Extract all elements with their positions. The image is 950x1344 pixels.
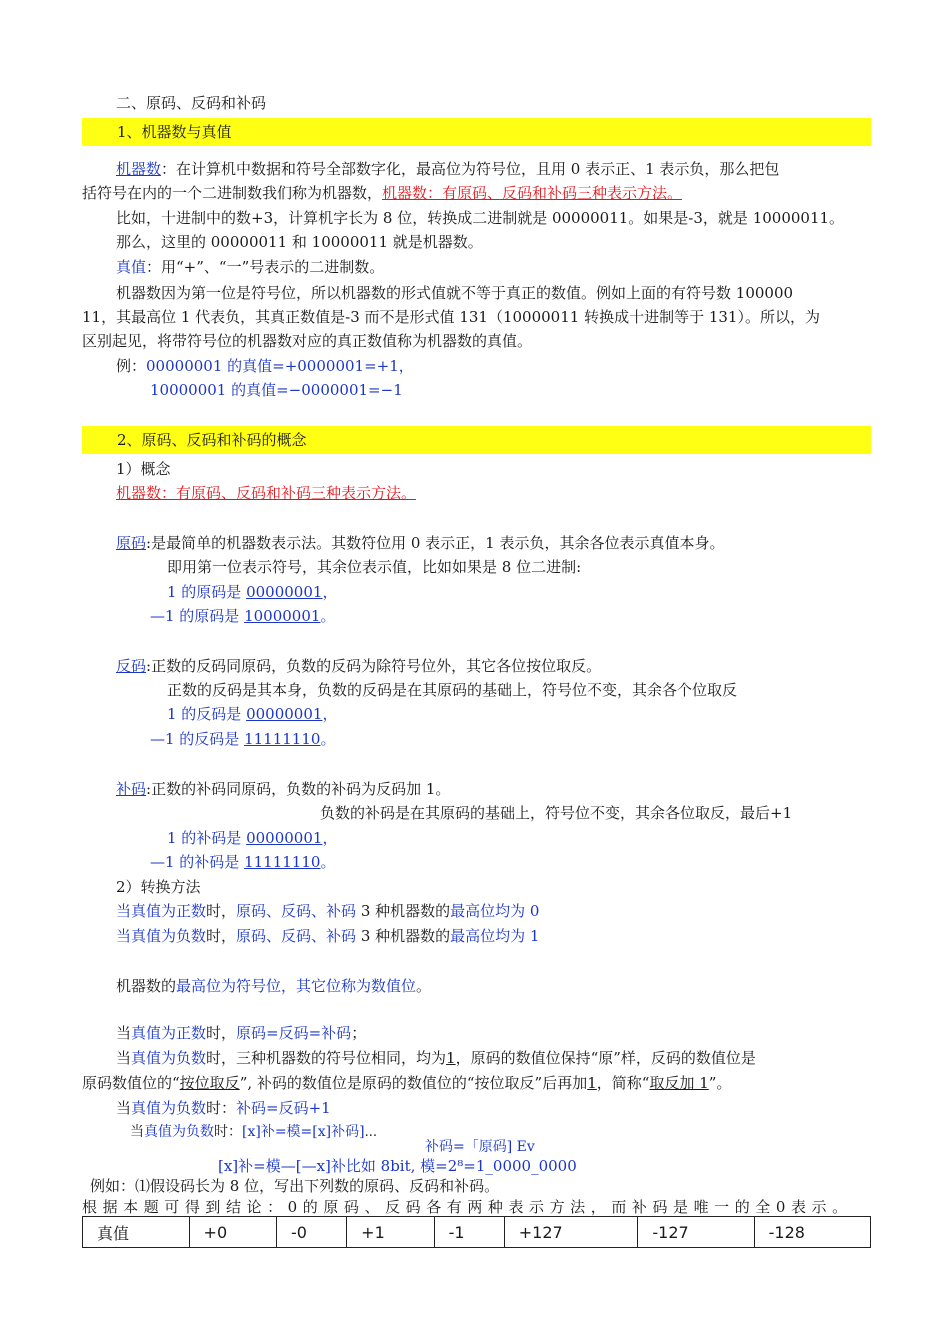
code-value: 11111110 [244, 853, 321, 871]
rule-negative-complement [116, 1097, 331, 1119]
code-value: 10000001 [244, 607, 321, 625]
text: :是最简单的机器数表示法。其数符位用 0 表示正，1 表示负，其余各位表示真值本身。 [146, 534, 725, 552]
text: 真值为负数 [131, 927, 207, 945]
text: ... [364, 1125, 377, 1140]
rule-positive-equal [116, 1022, 366, 1044]
text: 括符号在内的一个二进制数我们称为机器数， [82, 184, 383, 202]
twos-complement-negative [150, 851, 335, 873]
term-ones-complement-link[interactable]: 反码 [116, 657, 147, 675]
section-title: 二、原码、反码和补码 [116, 94, 267, 112]
text: 真值为正数 [131, 902, 207, 920]
text: 1 的补码是 [167, 829, 247, 847]
text: 。 [320, 607, 336, 625]
machine-number-methods-link[interactable]: 机器数：有原码、反码和补码三种表示方法。 [382, 184, 683, 202]
ones-complement-negative [150, 728, 335, 750]
para-example-plus3: 比如，十进制中的数+3，计算机字长为 8 位，转换成二进制就是 00000011。如果是-3，就是 10000011。 [116, 209, 845, 227]
ones-complement-positive [167, 703, 337, 725]
sign-magnitude-def [116, 532, 724, 554]
code-value: 00000001 [246, 583, 323, 601]
para-true-value [116, 256, 384, 278]
sign-magnitude-negative [150, 605, 335, 627]
text: 3 种机器数的 [356, 902, 451, 920]
text: 1 的反码是 [167, 705, 247, 723]
text: 补码=反码+1 [236, 1099, 331, 1117]
code-table [82, 1216, 871, 1248]
table-cell: +127 [504, 1217, 638, 1248]
example-value: 00000001 的真值=+0000001=+1， [146, 357, 414, 375]
text: 原码=反码=补码 [236, 1024, 352, 1042]
machine-number-methods-link-2[interactable]: 机器数：有原码、反码和补码三种表示方法。 [116, 484, 417, 502]
text: 真值为负数 [144, 1124, 214, 1140]
text: ， [322, 583, 338, 601]
text: 。 [320, 853, 336, 871]
text: 时： [206, 1099, 237, 1117]
table-cell: -128 [754, 1217, 870, 1248]
text: ； [351, 1024, 367, 1042]
text: ”。 [708, 1074, 732, 1092]
concept-label: 1）概念 [116, 460, 171, 478]
example-true-value-1 [116, 355, 414, 377]
text: 时， [206, 1024, 237, 1042]
rule-positive-msb [116, 900, 539, 922]
text: 原码、反码、补码 [236, 902, 357, 920]
text: 真值为负数 [131, 1049, 207, 1067]
example-label: 例： [116, 357, 147, 375]
term-sign-magnitude-link[interactable]: 原码 [116, 534, 147, 552]
para-form-value-line2: 11，其最高位 1 代表负，其真正数值是-3 而不是形式值 131（10000011 转换成十进制等于 131）。所以，为 [82, 308, 820, 326]
code-value: 11111110 [244, 730, 321, 748]
text: 当 [130, 1124, 144, 1140]
text: 1 [587, 1074, 597, 1092]
text: 当 [116, 927, 132, 945]
sign-magnitude-note: 即用第一位表示符号，其余位表示值，比如如果是 8 位二进制: [167, 558, 582, 576]
text: 取反加 1 [649, 1074, 709, 1092]
text: 原码、反码、补码 [236, 927, 357, 945]
text: ，原码的数值位保持“原”样，反码的数值位是 [455, 1049, 756, 1067]
text: ，简称“ [596, 1074, 650, 1092]
example-true-value-2: 10000001 的真值=−0000001=−1 [150, 381, 403, 399]
table-cell: -127 [638, 1217, 754, 1248]
sign-magnitude-positive [167, 581, 337, 603]
text: 时， [206, 902, 237, 920]
example-question: 例如：⑴假设码长为 8 位，写出下列数的原码、反码和补码。 [90, 1177, 500, 1195]
rule-negative-msb [116, 925, 539, 947]
ones-complement-def [116, 655, 601, 677]
text: 当 [116, 1024, 132, 1042]
rule-negative-line1 [116, 1047, 756, 1069]
para-machine-number-line1 [116, 158, 779, 180]
conversion-label: 2）转换方法 [116, 878, 201, 896]
code-value: 00000001 [246, 829, 323, 847]
heading-text: 2、原码、反码和补码的概念 [117, 431, 307, 449]
table-cell: +0 [189, 1217, 276, 1248]
heading-concepts [82, 426, 871, 454]
text: 当 [116, 1049, 132, 1067]
text: 1 [446, 1049, 456, 1067]
text: 最高位均为 0 [450, 902, 540, 920]
garbled-complement-note: 补码=「原码] Ev [425, 1139, 535, 1155]
text: 。 [416, 977, 432, 995]
para-machine-number-line2 [82, 182, 682, 204]
text: 真值为正数 [131, 1024, 207, 1042]
table-cell: -1 [434, 1217, 504, 1248]
text: 1 的原码是 [167, 583, 247, 601]
term-true-value: 真值 [116, 258, 147, 276]
garbled-formula-line [130, 1121, 377, 1144]
table-cell: 真值 [83, 1217, 190, 1248]
text: 按位取反 [179, 1074, 240, 1092]
table-cell: -0 [277, 1217, 347, 1248]
ones-complement-note: 正数的反码是其本身，负数的反码是在其原码的基础上，符号位不变，其余各个位取反 [167, 681, 738, 699]
text: 当 [116, 902, 132, 920]
para-form-value-line3: 区别起见，将带符号位的机器数对应的真正数值称为机器数的真值。 [82, 332, 533, 350]
table-cell: +1 [347, 1217, 434, 1248]
text: [x]补=模=[x]补码] [242, 1124, 365, 1140]
term-machine-number-link[interactable]: 机器数 [116, 160, 162, 178]
rule-sign-bit [116, 975, 431, 997]
text: ：在计算机中数据和符号全部数字化，最高位为符号位，且用 0 表示正、1 表示负，那么把包 [161, 160, 780, 178]
text: ， [322, 829, 338, 847]
twos-complement-def [116, 778, 450, 800]
twos-complement-note: 负数的补码是在其原码的基础上，符号位不变，其余各位取反，最后+1 [320, 804, 793, 822]
conclusion-text: 根 据 本 题 可 得 到 结 论 ： 0 的 原 码 、 反 码 各 有 两 种 表 示 方 法 ， 而 补 码 是 唯 一 的 全 0 表 示 。 [82, 1198, 848, 1216]
text: ， [322, 705, 338, 723]
text: :正数的反码同原码，负数的反码为除符号位外，其它各位按位取反。 [146, 657, 602, 675]
text: 。 [320, 730, 336, 748]
text: 时： [214, 1124, 242, 1140]
modulus-formula: [x]补=模—[—x]补比如 8bit, 模=2⁸=1_0000_0000 [218, 1157, 577, 1175]
text: —1 的原码是 [150, 607, 245, 625]
text: 3 种机器数的 [356, 927, 451, 945]
text: —1 的补码是 [150, 853, 245, 871]
para-machine-numbers-note: 那么，这里的 00000011 和 10000011 就是机器数。 [116, 233, 483, 251]
text: 机器数的 [116, 977, 177, 995]
text: 真值为负数 [131, 1099, 207, 1117]
text: ”, 补码的数值位是原码的数值位的“按位取反”后再加 [239, 1074, 588, 1092]
text: 最高位均为 1 [450, 927, 540, 945]
text: :正数的补码同原码，负数的补码为反码加 1。 [146, 780, 451, 798]
rule-negative-line2 [82, 1072, 731, 1094]
concept-methods [116, 482, 416, 504]
heading-machine-number [82, 118, 871, 146]
text: 原码数值位的“ [82, 1074, 180, 1092]
para-form-value-line1: 机器数因为第一位是符号位，所以机器数的形式值就不等于真正的数值。例如上面的有符号数 100000 [116, 284, 794, 302]
text: 时， [206, 927, 237, 945]
term-twos-complement-link[interactable]: 补码 [116, 780, 147, 798]
table-row [83, 1217, 871, 1248]
heading-text: 1、机器数与真值 [117, 123, 232, 141]
text: 最高位为符号位，其它位称为数值位 [176, 977, 417, 995]
code-value: 00000001 [246, 705, 323, 723]
text: —1 的反码是 [150, 730, 245, 748]
text: 时，三种机器数的符号位相同，均为 [206, 1049, 447, 1067]
twos-complement-positive [167, 827, 337, 849]
text: ：用“+”、“一”号表示的二进制数。 [146, 258, 385, 276]
text: 当 [116, 1099, 132, 1117]
